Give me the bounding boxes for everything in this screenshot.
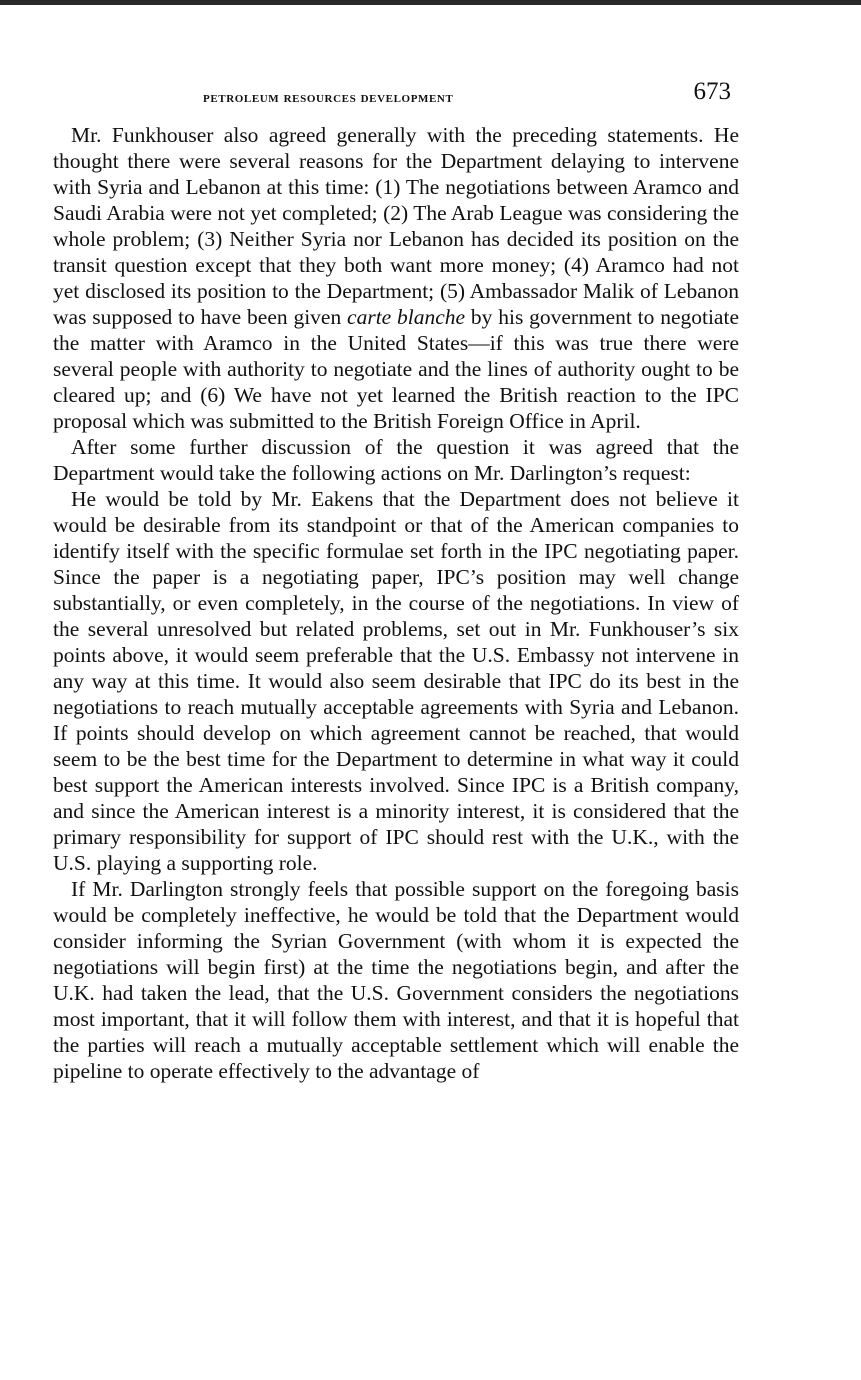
paragraph-1 — [53, 122, 739, 434]
document-page — [53, 76, 739, 1084]
top-border-rule — [0, 0, 861, 5]
paragraph-1-italic-term: carte blanche — [347, 305, 466, 329]
paragraph-4: If Mr. Darlington strongly feels that possible support on the foregoing basis would be completely ineffective, he would be told that the Department would consider informing the Syrian Government (with whom it is expected the negotiations will begin first) at the time the negotiations begin, and after the U.K. had taken the lead, that the U.S. Government considers the negotiations most important, that it will follow them with interest, and that it is hopeful that the parties will reach a mutually acceptable settlement which will enable the pipeline to operate effectively to the advantage of — [53, 877, 739, 1083]
paragraph-1-text-a: Mr. Funkhouser also agreed generally with the preceding statements. He thought there were several reasons for the Department delaying to intervene with Syria and Lebanon at this time: (1) The negotiations between Aramco and Saudi Arabia were not yet completed; (2) The Arab League was considering the whole problem; (3) Neither Syria nor Lebanon has decided its position on the transit question except that they both want more money; (4) Aramco had not yet disclosed its position to the Department; (5) Ambassador Malik of Lebanon was supposed to have been given — [53, 123, 739, 329]
body-text — [53, 122, 739, 1084]
running-header — [53, 76, 739, 122]
paragraph-1-text-b: by his government to negotiate the matter with Aramco in the United States—if this was true there were several people with authority to negotiate and the lines of authority ought to be cleared up; and (6) We have not yet learned the British reaction to the IPC proposal which was submitted to the British Foreign Office in April. — [53, 305, 739, 433]
paragraph-3: He would be told by Mr. Eakens that the Department does not believe it would be desirable from its standpoint or that of the American companies to identify itself with the specific formulae set forth in the IPC negotiating paper. Since the paper is a negotiating paper, IPC’s position may well change substantially, or even completely, in the course of the negotiations. In view of the several unresolved but related problems, set out in Mr. Funkhouser’s six points above, it would seem preferable that the U.S. Embassy not intervene in any way at this time. It would also seem desirable that IPC do its best in the negotiations to reach mutually acceptable agreements with Syria and Lebanon. If points should develop on which agreement cannot be reached, that would seem to be the best time for the Department to determine in what way it could best support the American interests involved. Since IPC is a British company, and since the American interest is a minority interest, it is considered that the primary responsibility for support of IPC should rest with the U.K., with the U.S. playing a supporting role. — [53, 487, 739, 875]
paragraph-2: After some further discussion of the question it was agreed that the Department would take the following actions on Mr. Darlington’s request: — [53, 435, 739, 485]
page-number: 673 — [693, 78, 731, 105]
header-title: petroleum resources development — [203, 90, 454, 106]
